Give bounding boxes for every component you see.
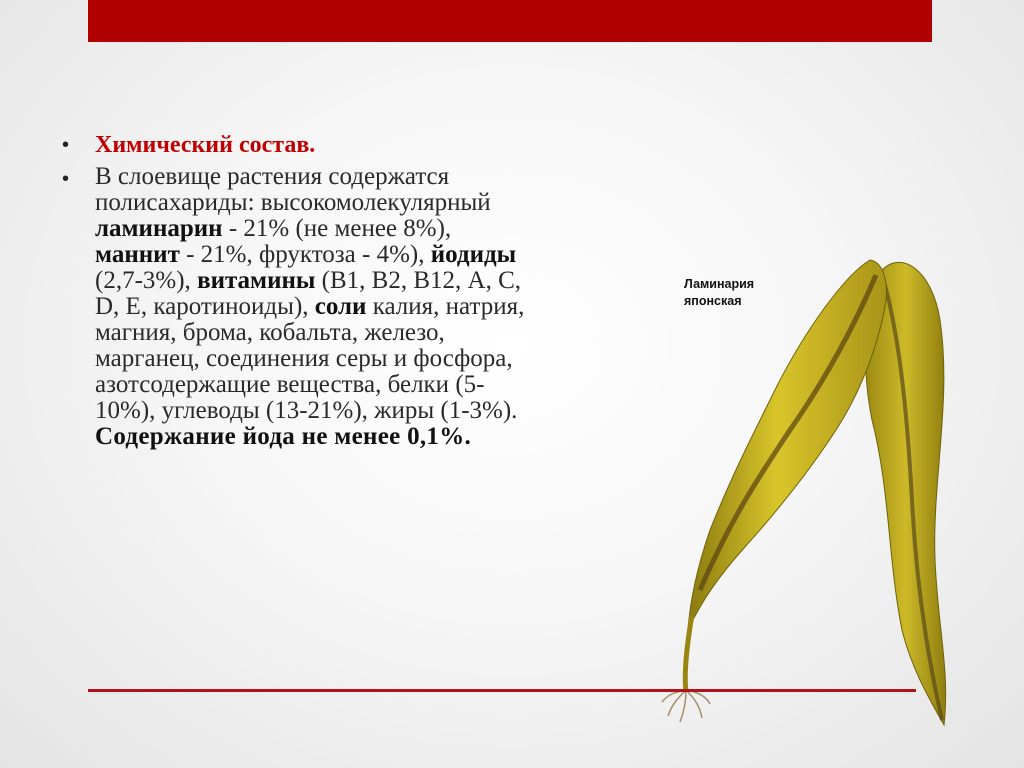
bullet-heading [62, 130, 532, 160]
paragraph-text [95, 163, 524, 424]
text-run: (В1, В2, В12, А, С, D, Е, каротиноиды), [95, 267, 522, 320]
bold-term: соли [314, 293, 367, 320]
bottom-rule [88, 689, 916, 692]
text-run: - 21% (не менее 8%), [222, 215, 452, 242]
caption-line-2: японская [684, 294, 742, 308]
section-heading: Химический состав. [95, 132, 316, 158]
bullet-marker: • [62, 134, 70, 156]
text-run: (2,7-3%), [95, 267, 198, 294]
bold-term: ламинарин [95, 215, 223, 242]
text-run: - 21%, фруктоза - 4%), [179, 241, 431, 268]
bold-term: йодиды [430, 241, 517, 268]
top-accent-bar [88, 0, 932, 42]
bold-term: маннит [95, 241, 180, 268]
bullet-body [62, 164, 532, 450]
bold-term: витамины [197, 267, 316, 294]
text-run: калия, натрия, магния, брома, кобальта, железо, марганец, соединения серы и фосфора, азотсодержащие вещества, белки (5-10%), углеводы (13-21%), жиры (1-3%). [95, 293, 525, 424]
composition-paragraph [95, 164, 532, 450]
iodine-content-note: Содержание йода не менее 0,1%. [95, 423, 472, 450]
text-run: В слоевище растения содержатся полисахариды: высокомолекулярный [95, 163, 491, 216]
bullet-marker: • [62, 168, 70, 190]
caption-line-1: Ламинария [684, 277, 755, 291]
kelp-illustration [640, 230, 970, 750]
kelp-stipe [685, 615, 692, 692]
kelp-holdfast [662, 690, 710, 722]
slide-content [62, 130, 532, 450]
